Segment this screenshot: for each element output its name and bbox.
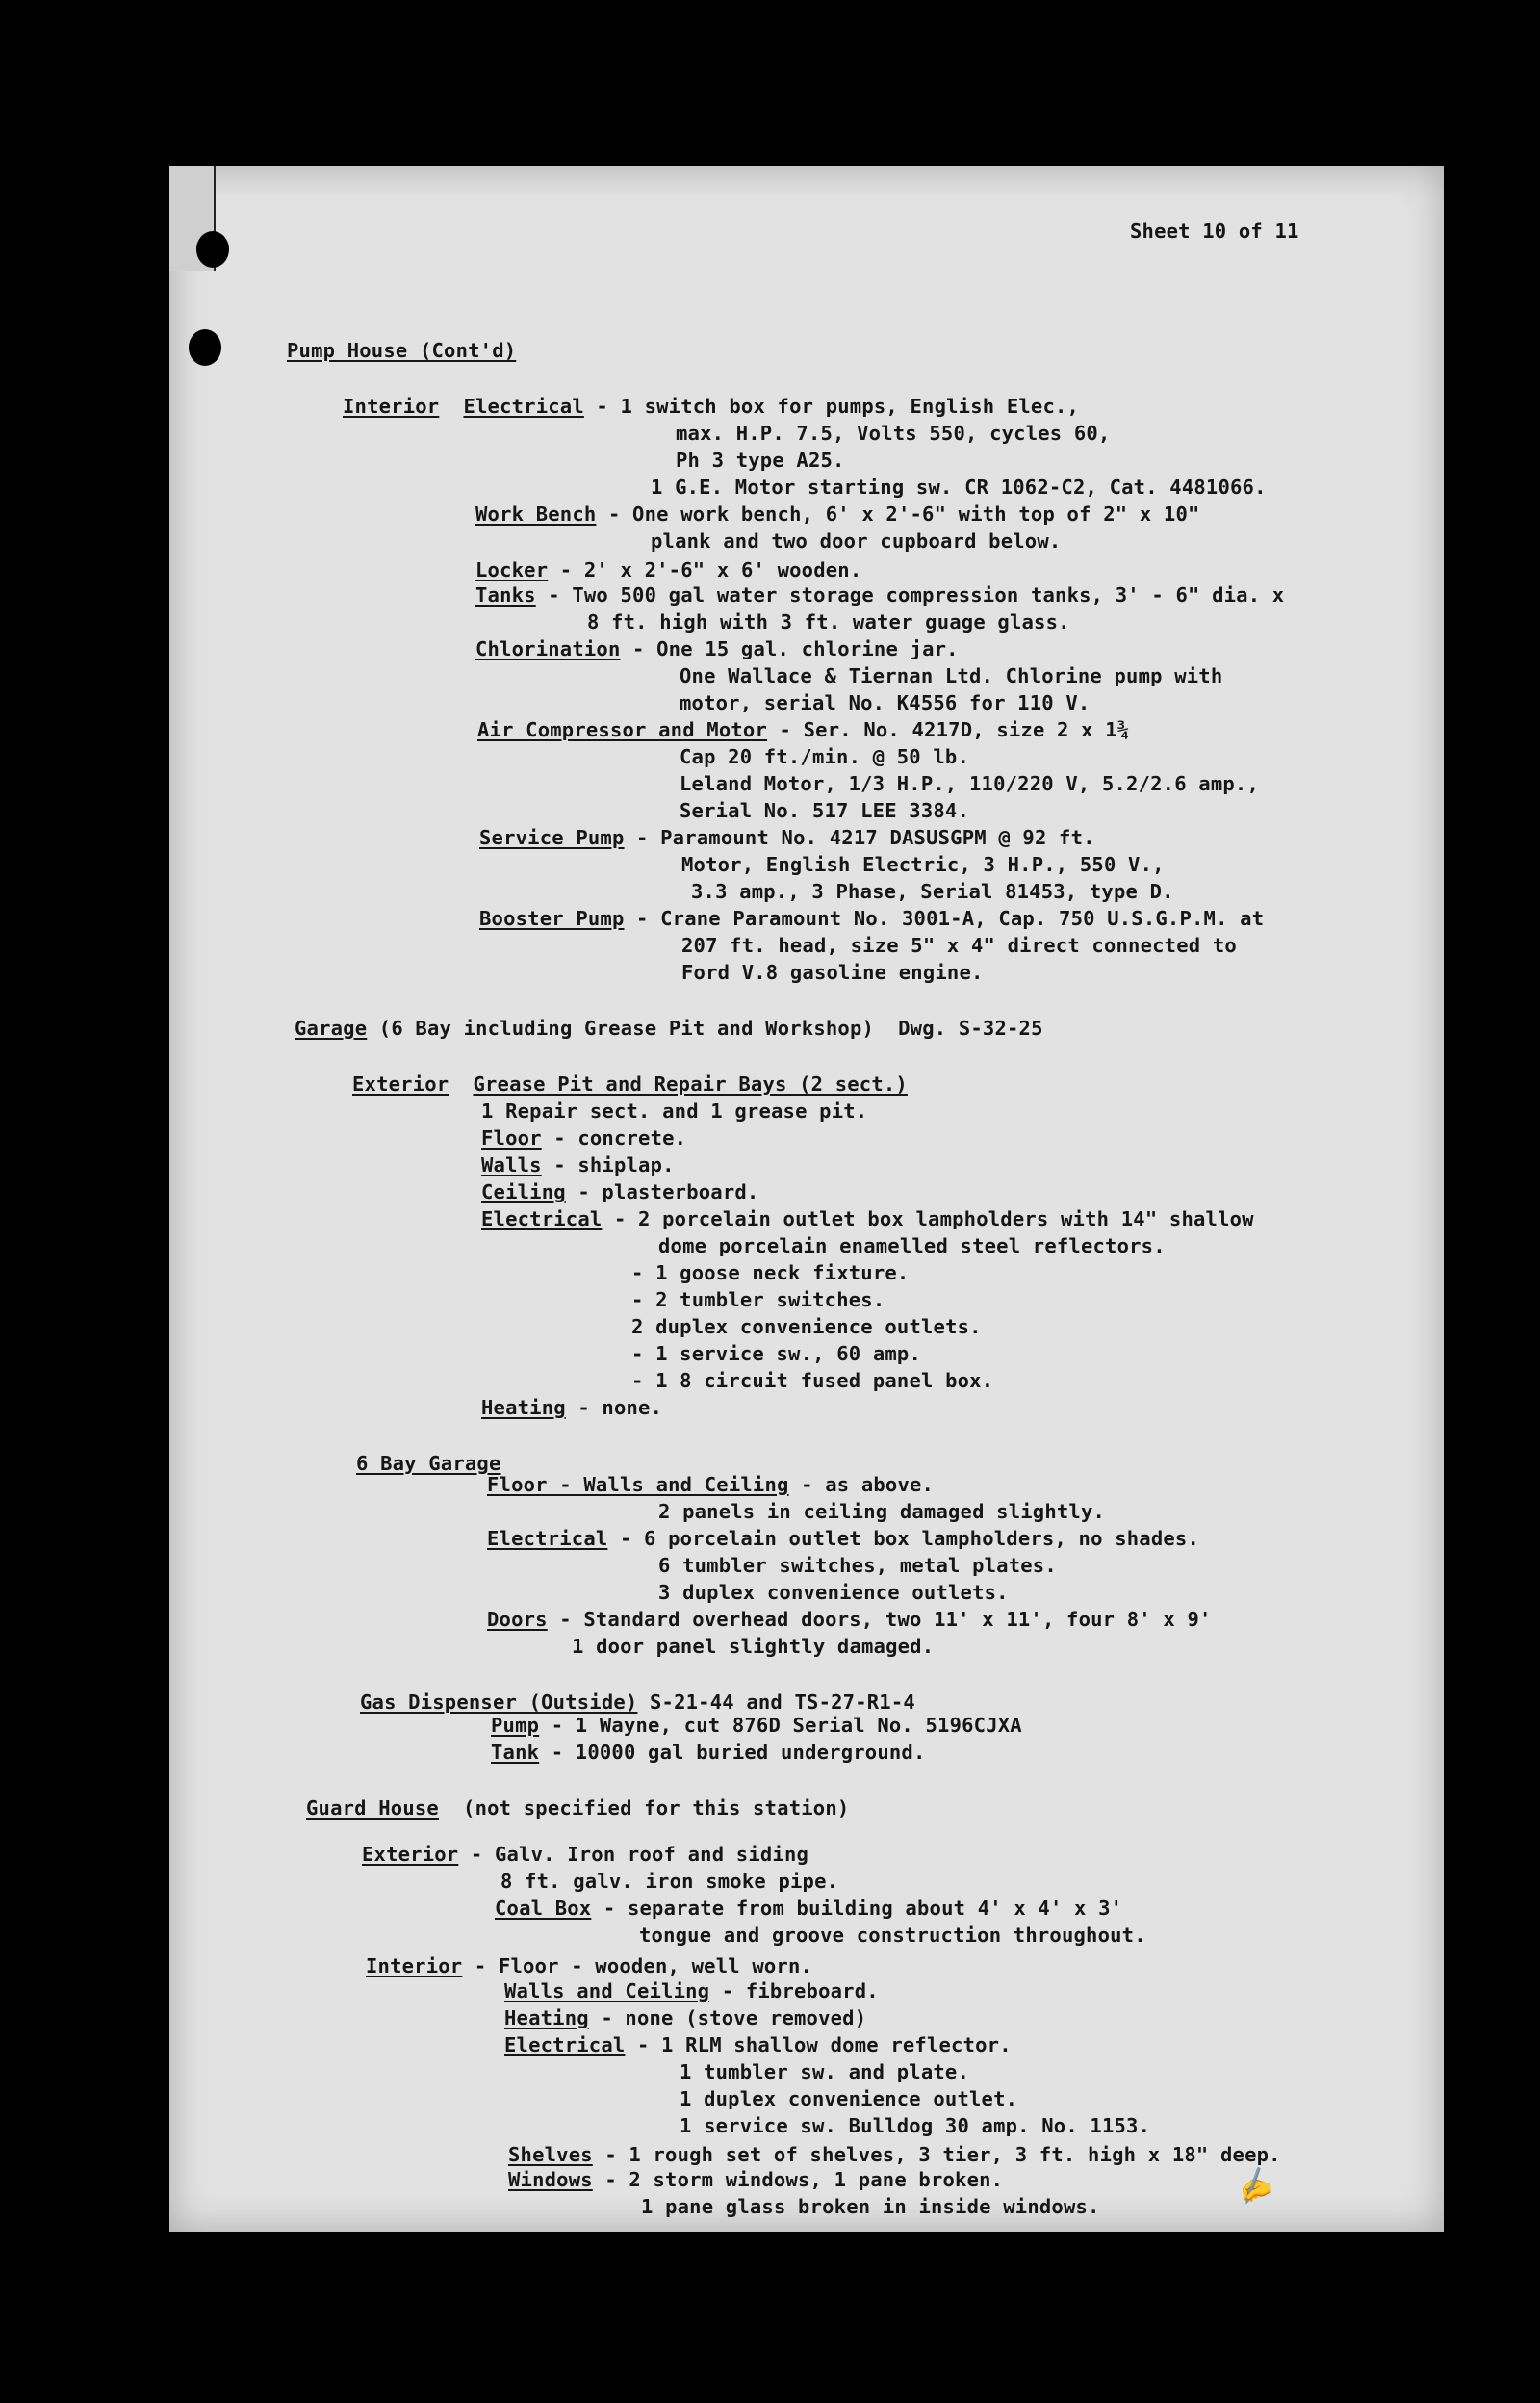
text-segment: - plasterboard. [565,1180,759,1203]
text-segment: One Wallace & Tiernan Ltd. Chlorine pump with [680,664,1223,687]
text-segment: tongue and groove construction throughout. [639,1924,1146,1947]
text-segment: - 1 8 circuit fused panel box. [631,1369,994,1392]
section-heading: Heating [481,1396,566,1419]
text-segment: - as above. [788,1473,935,1496]
text-segment: - 2 storm windows, 1 pane broken. [592,2168,1004,2191]
text-segment: Ph 3 type A25. [676,449,845,472]
text-segment: motor, serial No. K4556 for 110 V. [680,691,1091,714]
text-segment: - One 15 gal. chlorine jar. [620,637,959,660]
text-line [631,1342,921,1365]
text-segment: - none (stove removed) [588,2006,867,2029]
text-line [658,1554,1057,1577]
text-segment: (6 Bay including Grease Pit and Workshop) Dwg. S-32-25 [367,1017,1043,1040]
text-segment: - 6 porcelain outlet box lampholders, no shades. [607,1527,1199,1550]
section-heading: Walls and Ceiling [504,1979,710,2002]
section-heading: Booster Pump [479,907,625,930]
text-line [487,1608,1212,1631]
section-heading: Tanks [475,583,536,607]
sheet-number: Sheet 10 of 11 [1130,220,1299,243]
text-line [691,880,1174,903]
section-heading: Shelves [508,2143,593,2166]
text-segment: 1 service sw. Bulldog 30 amp. No. 1153. [680,2114,1151,2137]
text-line [475,558,861,581]
section-heading: Pump House (Cont'd) [287,339,517,362]
text-line [491,1741,926,1764]
text-line [651,530,1061,553]
text-line [680,2114,1150,2137]
text-segment: 207 ft. head, size 5" x 4" direct connected to [681,934,1237,957]
text-line [481,1153,675,1176]
text-segment: 6 tumbler switches, metal plates. [658,1554,1057,1577]
section-heading: Windows [508,2168,593,2191]
section-heading: Service Pump [479,826,625,849]
section-heading: Ceiling [481,1180,566,1203]
text-segment [439,395,463,418]
text-segment: Serial No. 517 LEE 3384. [680,799,970,822]
text-line [504,1979,879,2002]
text-line [366,1954,812,1977]
section-heading: Tank [491,1741,540,1764]
text-line [639,1924,1146,1947]
section-heading: Work Bench [475,503,597,526]
section-heading: Grease Pit and Repair Bays (2 sect.) [473,1072,908,1096]
text-segment: - One work bench, 6' x 2'-6" with top of 2" x 10" [596,503,1200,526]
text-segment: - 1 goose neck fixture. [631,1261,910,1284]
section-heading: Exterior [362,1843,459,1866]
section-heading: Pump [491,1714,540,1737]
text-segment: - none. [565,1396,663,1419]
text-segment: - 2' x 2'-6" x 6' wooden. [548,558,862,581]
text-segment: - Galv. Iron roof and siding [458,1843,809,1866]
section-heading: 6 Bay Garage [356,1452,501,1475]
text-line [631,1369,993,1392]
text-line [487,1473,934,1496]
text-line [481,1126,686,1150]
text-segment: - Ser. No. 4217D, size 2 x 1¾ [767,718,1130,741]
text-line [477,718,1129,741]
text-segment: plank and two door cupboard below. [651,530,1062,553]
text-segment: 1 door panel slightly damaged. [572,1635,935,1658]
section-heading: Electrical [481,1207,603,1230]
text-line [475,503,1200,526]
section-heading: Coal Box [495,1897,592,1920]
text-line [680,691,1090,714]
text-segment: - concrete. [541,1126,687,1150]
text-line [491,1714,1022,1737]
text-segment: - 10000 gal buried underground. [539,1741,926,1764]
text-line [343,395,1079,418]
section-heading: Heating [504,2006,589,2029]
text-line [479,907,1264,930]
text-segment: (not specified for this station) [438,1796,850,1820]
text-segment: 1 tumbler sw. and plate. [680,2060,970,2083]
text-line [487,1527,1199,1550]
text-line [356,1452,501,1475]
text-segment [449,1072,473,1096]
text-segment: 2 duplex convenience outlets. [631,1315,982,1338]
text-segment: - Two 500 gal water storage compression tanks, 3' - 6" dia. x [535,583,1285,607]
text-line [676,449,845,472]
punch-hole [196,231,229,268]
section-heading: Interior [343,395,440,418]
text-line [481,1180,758,1203]
text-line [306,1796,849,1820]
section-heading: Floor - Walls and Ceiling [487,1473,789,1496]
text-line [508,2168,1003,2191]
text-segment: - Floor - wooden, well worn. [462,1954,813,1977]
text-line [631,1315,982,1338]
text-line [360,1691,915,1714]
text-segment: 1 G.E. Motor starting sw. CR 1062-C2, Cat. 4481066. [651,476,1267,499]
section-heading: Chlorination [475,637,621,660]
section-heading: Locker [475,558,549,581]
text-line [681,961,984,984]
section-heading: Floor [481,1126,542,1150]
text-line [481,1207,1254,1230]
text-line [658,1581,1009,1604]
text-segment: 8 ft. galv. iron smoke pipe. [500,1870,839,1893]
section-heading: Gas Dispenser (Outside) [360,1691,638,1714]
text-line [680,664,1222,687]
punch-hole [189,329,221,366]
section-heading: Interior [366,1954,463,1977]
section-heading: Walls [481,1153,542,1176]
text-segment: S-21-44 and TS-27-R1-4 [637,1691,915,1714]
text-line [479,826,1095,849]
text-segment: - 1 RLM shallow dome reflector. [625,2033,1012,2056]
text-line [631,1288,885,1311]
section-heading: Electrical [504,2033,626,2056]
text-segment: 3 duplex convenience outlets. [658,1581,1009,1604]
text-segment: 1 Repair sect. and 1 grease pit. [481,1099,868,1123]
text-line [352,1072,908,1096]
text-segment: max. H.P. 7.5, Volts 550, cycles 60, [676,422,1111,445]
text-segment: Motor, English Electric, 3 H.P., 550 V., [681,853,1165,876]
text-segment: - 1 switch box for pumps, English Elec., [583,395,1080,418]
text-segment: - 1 service sw., 60 amp. [631,1342,922,1365]
text-segment: 8 ft. high with 3 ft. water guage glass. [587,610,1070,633]
text-line [681,934,1237,957]
text-line [680,799,969,822]
text-line [475,583,1284,607]
section-heading: Garage [295,1017,368,1040]
text-line [651,476,1267,499]
text-segment: - Paramount No. 4217 DASUSGPM @ 92 ft. [624,826,1095,849]
text-line [631,1261,909,1284]
text-segment: dome porcelain enamelled steel reflectors. [658,1234,1166,1257]
text-line [681,853,1165,876]
text-line [495,1897,1122,1920]
text-segment: - Standard overhead doors, two 11' x 11', four 8' x 9' [547,1608,1212,1631]
text-segment: 3.3 amp., 3 Phase, Serial 81453, type D. [691,880,1174,903]
text-segment: - shiplap. [541,1153,675,1176]
text-line [504,2033,1012,2056]
handwritten-initials: ✍ [1230,2163,1278,2210]
section-heading: Doors [487,1608,548,1631]
text-segment: Ford V.8 gasoline engine. [681,961,984,984]
text-segment: Leland Motor, 1/3 H.P., 110/220 V, 5.2/2.6 amp., [680,772,1260,795]
text-line [676,422,1111,445]
text-segment: - separate from building about 4' x 4' x 3' [591,1897,1123,1920]
text-line [658,1500,1105,1523]
text-line [508,2143,1281,2166]
text-segment: - 1 rough set of shelves, 3 tier, 3 ft. high x 18" deep. [592,2143,1281,2166]
text-segment: - 2 tumbler switches. [631,1288,886,1311]
text-line [504,2006,866,2029]
text-segment: - Crane Paramount No. 3001-A, Cap. 750 U.S.G.P.M. at [624,907,1265,930]
text-line [680,2087,1017,2110]
text-segment: 1 pane glass broken in inside windows. [641,2195,1100,2218]
text-line [362,1843,808,1866]
text-line [475,637,959,660]
text-line [500,1870,838,1893]
section-heading: Air Compressor and Motor [477,718,768,741]
text-segment: 2 panels in ceiling damaged slightly. [658,1500,1106,1523]
text-line [572,1635,934,1658]
text-line [680,745,969,768]
text-line [295,1017,1043,1040]
text-segment: - fibreboard. [709,1979,879,2002]
section-heading: Electrical [487,1527,608,1550]
text-line [641,2195,1100,2218]
text-line [680,2060,969,2083]
section-heading: Exterior [352,1072,449,1096]
section-heading: Guard House [306,1796,439,1820]
text-line [680,772,1259,795]
text-line [481,1099,867,1123]
text-segment: - 1 Wayne, cut 876D Serial No. 5196CJXA [539,1714,1022,1737]
text-segment: 1 duplex convenience outlet. [680,2087,1018,2110]
text-line [287,339,516,362]
section-heading: Electrical [463,395,584,418]
text-line [658,1234,1166,1257]
text-line [587,610,1070,633]
text-line [481,1396,662,1419]
text-segment: Cap 20 ft./min. @ 50 lb. [680,745,970,768]
text-segment: - 2 porcelain outlet box lampholders with 14" shallow [602,1207,1254,1230]
